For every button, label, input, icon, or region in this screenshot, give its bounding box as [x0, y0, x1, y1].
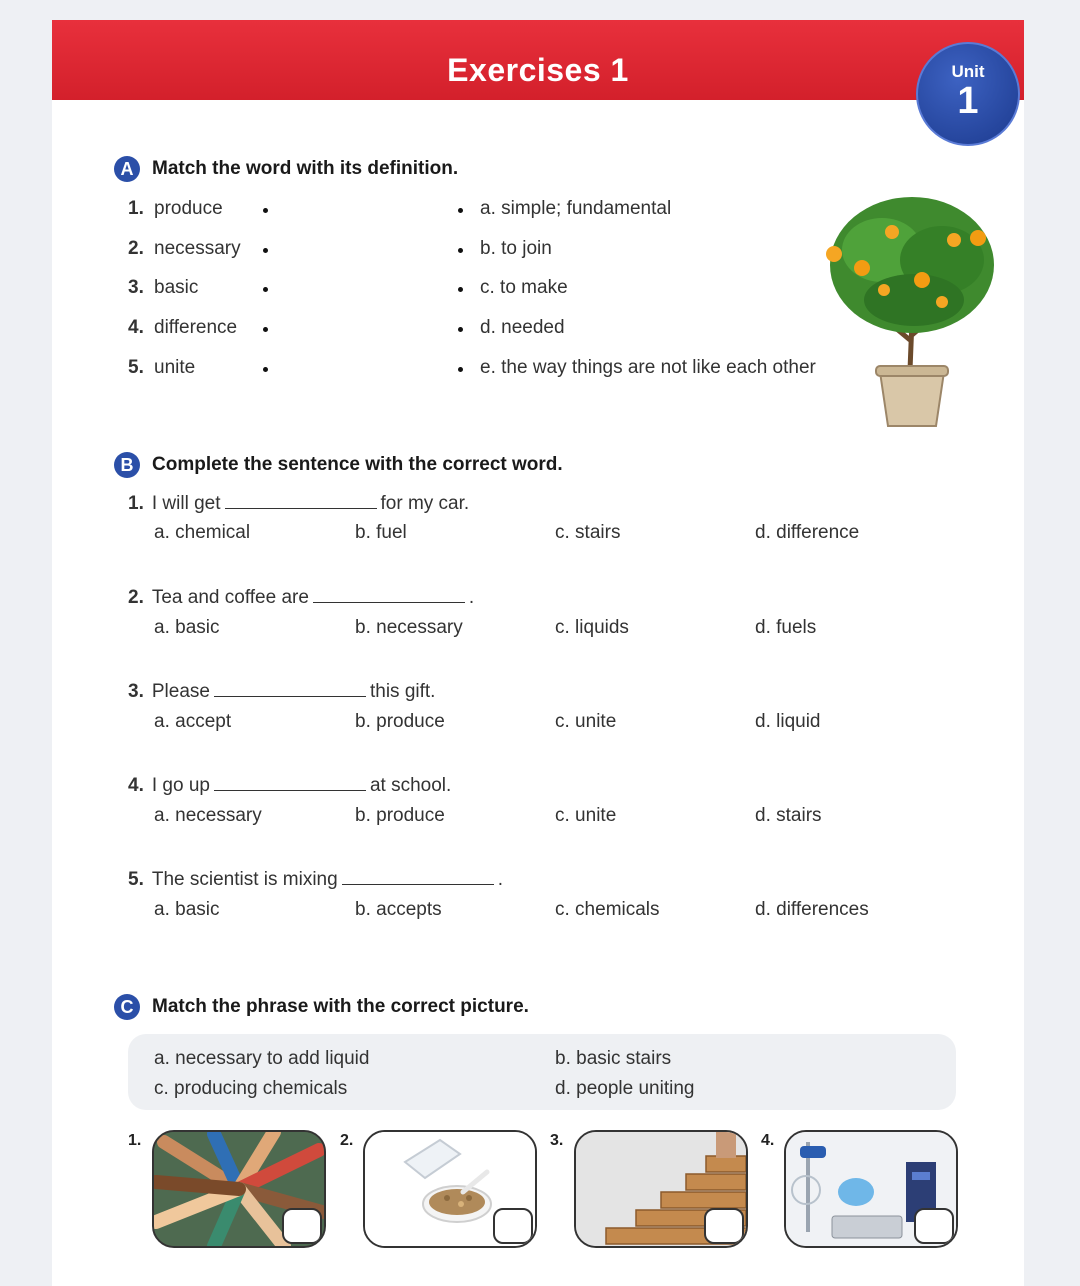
header-banner — [52, 20, 1024, 100]
question-before: The scientist is mixing — [151, 869, 338, 890]
phrase-c: c. producing chemicals — [154, 1078, 348, 1099]
option-1c[interactable]: c. stairs — [555, 522, 621, 543]
match-dot-right[interactable] — [458, 287, 463, 292]
section-b-instruction: Complete the sentence with the correct word. — [152, 454, 563, 475]
option-2c[interactable]: c. liquids — [555, 617, 629, 638]
match-dot-right[interactable] — [458, 327, 463, 332]
word-text: necessary — [154, 238, 241, 259]
section-c-heading — [114, 994, 529, 1020]
option-3b[interactable]: b. produce — [355, 711, 445, 732]
picture-block-stairs — [574, 1130, 748, 1248]
option-1d[interactable]: d. difference — [755, 522, 860, 543]
match-dot-left[interactable] — [263, 327, 268, 332]
word-text: basic — [154, 277, 199, 298]
unit-number: 1 — [957, 80, 979, 122]
word-number: 2. — [128, 238, 144, 259]
word-text: produce — [154, 198, 223, 219]
match-dot-right[interactable] — [458, 248, 463, 253]
match-dot-left[interactable] — [263, 208, 268, 213]
word-number: 1. — [128, 198, 144, 219]
question-number: 1. — [128, 493, 144, 514]
question-before: I will get — [151, 493, 221, 514]
option-3d[interactable]: d. liquid — [755, 711, 821, 732]
answer-blank[interactable] — [225, 494, 377, 509]
picture-number-3: 3. — [550, 1132, 564, 1149]
question-before: Please — [151, 681, 210, 702]
option-5c[interactable]: c. chemicals — [555, 899, 660, 920]
match-dot-right[interactable] — [458, 208, 463, 213]
question-number: 2. — [128, 587, 144, 608]
question-after: . — [468, 587, 475, 608]
word-number: 3. — [128, 277, 144, 298]
answer-blank[interactable] — [342, 870, 494, 885]
question-after: for my car. — [380, 493, 470, 514]
match-dot-left[interactable] — [263, 287, 268, 292]
section-b-letter: B — [114, 452, 140, 478]
unit-badge — [916, 42, 1020, 146]
definition-e: e. the way things are not like each other — [480, 357, 816, 378]
section-a-letter: A — [114, 156, 140, 182]
section-c-instruction: Match the phrase with the correct picture. — [152, 996, 529, 1017]
section-b-heading — [114, 452, 563, 478]
match-dot-left[interactable] — [263, 367, 268, 372]
option-2a[interactable]: a. basic — [154, 617, 220, 638]
option-5a[interactable]: a. basic — [154, 899, 220, 920]
answer-blank[interactable] — [214, 776, 366, 791]
definition-c: c. to make — [480, 277, 568, 298]
question-after: this gift. — [369, 681, 436, 702]
phrase-d: d. people uniting — [555, 1078, 695, 1099]
option-1b[interactable]: b. fuel — [355, 522, 407, 543]
worksheet-page — [52, 20, 1024, 1286]
question-number: 3. — [128, 681, 144, 702]
question-after: . — [497, 869, 503, 890]
question-after: at school. — [369, 775, 452, 796]
option-1a[interactable]: a. chemical — [154, 522, 251, 543]
match-dot-right[interactable] — [458, 367, 463, 372]
word-text: unite — [154, 357, 196, 378]
definition-b: b. to join — [480, 238, 552, 259]
page-title: Exercises 1 — [447, 52, 629, 88]
phrase-a: a. necessary to add liquid — [154, 1048, 370, 1069]
option-4c[interactable]: c. unite — [555, 805, 617, 826]
section-a-instruction: Match the word with its definition. — [152, 158, 459, 179]
word-number: 4. — [128, 317, 144, 338]
answer-blank[interactable] — [313, 588, 465, 603]
phrase-b: b. basic stairs — [555, 1048, 672, 1069]
question-before: I go up — [151, 775, 210, 796]
match-dot-left[interactable] — [263, 248, 268, 253]
question-5 — [128, 869, 503, 891]
picture-number-1: 1. — [128, 1132, 142, 1149]
option-5b[interactable]: b. accepts — [355, 899, 442, 920]
answer-box-2[interactable] — [493, 1208, 533, 1244]
question-number: 4. — [128, 775, 144, 796]
answer-box-3[interactable] — [704, 1208, 744, 1244]
picture-cereal-bowl — [363, 1130, 537, 1248]
definition-a: a. simple; fundamental — [480, 198, 672, 219]
question-2 — [128, 587, 474, 609]
question-1 — [128, 493, 469, 515]
answer-blank[interactable] — [214, 682, 366, 697]
option-2b[interactable]: b. necessary — [355, 617, 463, 638]
answer-box-1[interactable] — [282, 1208, 322, 1244]
question-4 — [128, 775, 451, 797]
section-c-letter: C — [114, 994, 140, 1020]
picture-hands-uniting — [152, 1130, 326, 1248]
word-text: difference — [154, 317, 238, 338]
question-3 — [128, 681, 435, 703]
option-4d[interactable]: d. stairs — [755, 805, 822, 826]
option-4a[interactable]: a. necessary — [154, 805, 262, 826]
answer-box-4[interactable] — [914, 1208, 954, 1244]
option-4b[interactable]: b. produce — [355, 805, 445, 826]
option-2d[interactable]: d. fuels — [755, 617, 817, 638]
unit-label: Unit — [951, 62, 985, 81]
definition-d: d. needed — [480, 317, 565, 338]
question-number: 5. — [128, 869, 144, 890]
option-5d[interactable]: d. differences — [755, 899, 869, 920]
word-number: 5. — [128, 357, 144, 378]
option-3c[interactable]: c. unite — [555, 711, 617, 732]
question-before: Tea and coffee are — [151, 587, 309, 608]
section-a-heading — [114, 156, 458, 182]
picture-number-2: 2. — [340, 1132, 354, 1149]
orange-tree-illustration — [822, 190, 1002, 430]
picture-lab-equipment — [784, 1130, 958, 1248]
option-3a[interactable]: a. accept — [154, 711, 232, 732]
picture-number-4: 4. — [761, 1132, 775, 1149]
